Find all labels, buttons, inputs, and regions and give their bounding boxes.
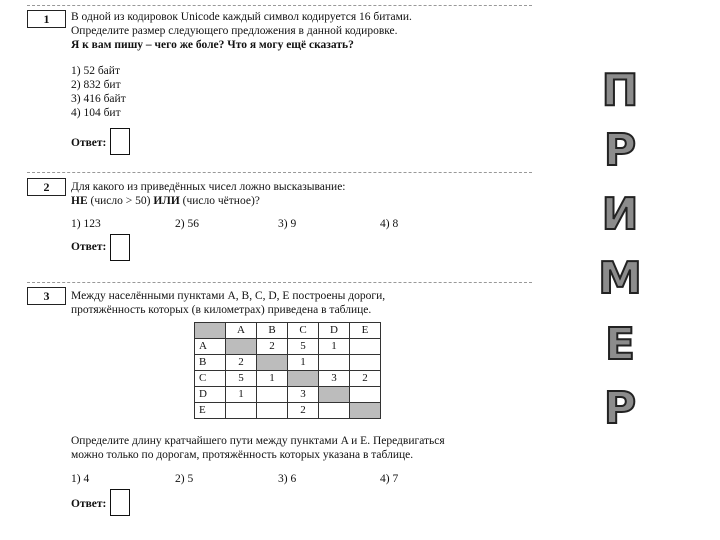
table-cell xyxy=(257,403,288,419)
side-letter: Е xyxy=(604,319,636,370)
question-text xyxy=(71,434,445,462)
answer-box[interactable] xyxy=(110,489,130,516)
question-number: 2 xyxy=(27,178,66,196)
option: 1) 4 xyxy=(71,473,90,485)
condition-text: (число > 50) xyxy=(87,195,154,207)
question-line: В одной из кодировок Unicode каждый символ кодируется 16 битами. xyxy=(71,11,412,23)
divider xyxy=(27,5,532,6)
table-cell xyxy=(350,387,381,403)
side-letter: Р xyxy=(603,125,637,176)
table-cell: 5 xyxy=(226,371,257,387)
option: 2) 56 xyxy=(175,218,199,230)
table-row xyxy=(195,403,381,419)
divider xyxy=(27,172,532,173)
table-cell: 1 xyxy=(257,371,288,387)
table-cell xyxy=(226,339,257,355)
column-header: B xyxy=(257,323,288,339)
table-cell xyxy=(319,387,350,403)
table-cell xyxy=(257,387,288,403)
answer-label: Ответ: xyxy=(71,241,107,253)
option: 4) 7 xyxy=(380,473,399,485)
table-cell xyxy=(257,355,288,371)
column-header: C xyxy=(288,323,319,339)
option: 3) 9 xyxy=(278,218,297,230)
option: 3) 6 xyxy=(278,473,297,485)
table-cell: 2 xyxy=(257,339,288,355)
table-corner xyxy=(195,323,226,339)
option: 4) 8 xyxy=(380,218,399,230)
table-cell: 3 xyxy=(319,371,350,387)
option: 3) 416 байт xyxy=(71,93,126,105)
option: 4) 104 бит xyxy=(71,107,121,119)
option: 1) 52 байт xyxy=(71,65,120,77)
question-line xyxy=(71,194,346,208)
question-text xyxy=(71,180,346,208)
keyword-or: ИЛИ xyxy=(153,195,180,207)
row-header: C xyxy=(195,371,226,387)
table-cell: 3 xyxy=(288,387,319,403)
side-letter: Р xyxy=(603,383,637,434)
question-number: 1 xyxy=(27,10,66,28)
table-cell xyxy=(319,403,350,419)
side-letter: П xyxy=(601,65,639,116)
option: 2) 5 xyxy=(175,473,194,485)
row-header: A xyxy=(195,339,226,355)
question-text xyxy=(71,10,412,52)
table-cell: 1 xyxy=(319,339,350,355)
question-line: Я к вам пишу – чего же боле? Что я могу ещё сказать? xyxy=(71,39,354,51)
option: 1) 123 xyxy=(71,218,101,230)
column-header: D xyxy=(319,323,350,339)
answer-box[interactable] xyxy=(110,128,130,155)
table-cell: 1 xyxy=(226,387,257,403)
question-line: Между населёнными пунктами A, B, C, D, E построены дороги, xyxy=(71,290,386,302)
table-cell: 2 xyxy=(350,371,381,387)
column-header: E xyxy=(350,323,381,339)
row-header: E xyxy=(195,403,226,419)
divider xyxy=(27,282,532,283)
question-text xyxy=(71,289,385,317)
side-letter: И xyxy=(601,189,639,240)
table-cell: 5 xyxy=(288,339,319,355)
column-header: A xyxy=(226,323,257,339)
option: 2) 832 бит xyxy=(71,79,121,91)
question-line: Определите размер следующего предложения в данной кодировке. xyxy=(71,25,398,37)
table-cell: 1 xyxy=(288,355,319,371)
table-row xyxy=(195,387,381,403)
question-line: Для какого из приведённых чисел ложно высказывание: xyxy=(71,181,346,193)
distance-table xyxy=(194,322,381,419)
answer-label: Ответ: xyxy=(71,498,107,510)
answer-box[interactable] xyxy=(110,234,130,261)
row-header: B xyxy=(195,355,226,371)
table-cell: 2 xyxy=(288,403,319,419)
question-line: можно только по дорогам, протяжённость которых указана в таблице. xyxy=(71,449,414,461)
table-cell xyxy=(350,355,381,371)
table-header-row xyxy=(195,323,381,339)
table-cell xyxy=(350,403,381,419)
question-line: протяжённость которых (в километрах) приведена в таблице. xyxy=(71,304,372,316)
table-row xyxy=(195,339,381,355)
table-cell xyxy=(350,339,381,355)
option-list xyxy=(71,64,126,120)
table-cell xyxy=(319,355,350,371)
keyword-not: НЕ xyxy=(71,195,88,207)
table-cell xyxy=(226,403,257,419)
table-row xyxy=(195,371,381,387)
condition-text: (число чётное)? xyxy=(179,195,260,207)
row-header: D xyxy=(195,387,226,403)
answer-label: Ответ: xyxy=(71,137,107,149)
table-cell: 2 xyxy=(226,355,257,371)
table-row xyxy=(195,355,381,371)
question-number: 3 xyxy=(27,287,66,305)
table-cell xyxy=(288,371,319,387)
side-letter: М xyxy=(598,253,642,304)
question-line: Определите длину кратчайшего пути между пунктами A и E. Передвигаться xyxy=(71,435,445,447)
